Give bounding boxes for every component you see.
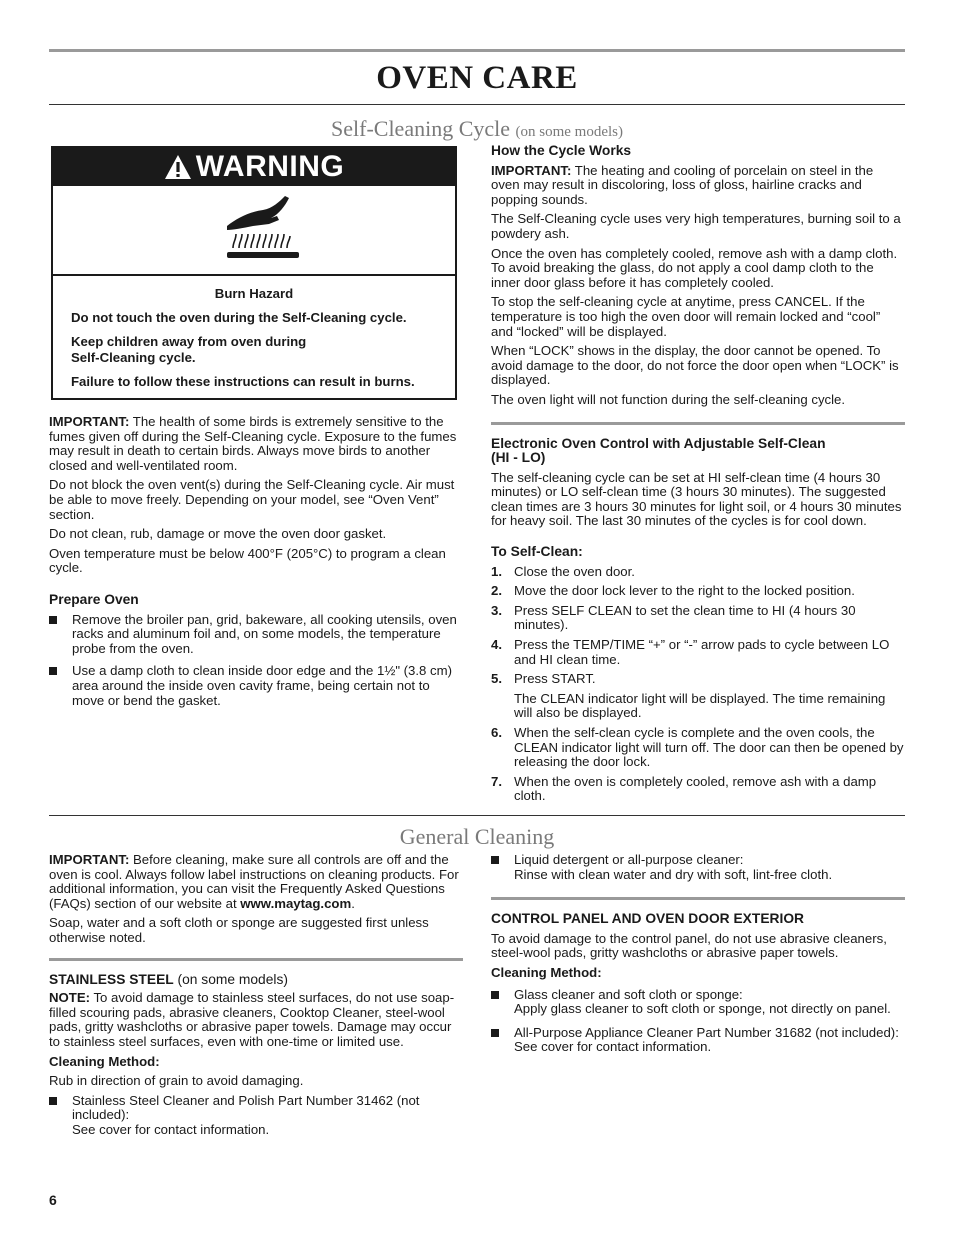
hazard-title: Burn Hazard: [214, 286, 294, 301]
list-item: 7. When the oven is completely cooled, remove ash with a damp cloth.: [491, 773, 877, 804]
burn-hazard-icon: [223, 196, 303, 264]
prepare-oven-list: [49, 613, 463, 709]
how-paragraph-3: Once the oven has completely cooled, remove ash with a damp cloth. To avoid breaking the glass, do not apply a cool damp cloth to the inner door glass before it has completely cooled.: [491, 245, 898, 290]
warning-line-3: Failure to follow these instructions can result in burns.: [71, 374, 415, 389]
list-item: Liquid detergent or all-purpose cleaner: Rinse with clean water and dry with soft, lint-free cloth.: [491, 853, 905, 882]
bullet-square-icon: [49, 1097, 57, 1105]
bullet-square-icon: [49, 616, 57, 624]
birds-important: [49, 415, 463, 473]
section-separator: [49, 958, 463, 961]
list-item: 6. When the self-clean cycle is complete and the oven cools, the CLEAN indicator light will turn off. The door can then be opened by releasing the door lock.: [491, 725, 904, 770]
bullet-square-icon: [491, 856, 499, 864]
eoc-paragraph: The self-cleaning cycle can be set at HI self-clean time (4 hours 30 minutes) or LO self-clean time (3 hours 30 minutes). The suggested clean times are 3 hours 30 minutes for light soil, or 4 hours 30 minutes for heavy soil. The last 30 minutes of the cycles is for cool down.: [491, 469, 902, 529]
how-paragraph-4: To stop the self-cleaning cycle at anytime, press CANCEL. If the temperature is too high the oven door will remain locked and “cool” and “locked” will be displayed.: [491, 294, 881, 339]
general-cleaning-left-column: [49, 853, 463, 1146]
website-link[interactable]: www.maytag.com: [240, 895, 352, 911]
list-item: 5. Press START.: [491, 671, 596, 687]
self-cleaning-heading-sub: (on some models): [515, 124, 623, 140]
how-cycle-works-heading: How the Cycle Works: [491, 143, 632, 158]
section-separator: [491, 422, 905, 425]
page-number: 6: [49, 1192, 57, 1208]
list-item: Remove the broiler pan, grid, bakeware, all cooking utensils, oven racks and aluminum foil and, on some models, the temperature probe from the oven.: [49, 613, 463, 657]
self-cleaning-right-column: [491, 144, 905, 809]
stainless-method-text: Rub in direction of grain to avoid damaging.: [49, 1073, 304, 1089]
control-panel-method-label: Cleaning Method:: [491, 964, 602, 980]
warning-text: [53, 276, 455, 390]
list-item: 3. Press SELF CLEAN to set the clean time to HI (4 hours 30 minutes).: [491, 602, 856, 633]
how-paragraph-5: When “LOCK” shows in the display, the door cannot be opened. To avoid damage to the door, do not force the door open when “LOCK” is displayed.: [491, 343, 899, 388]
warning-label: WARNING: [195, 150, 345, 183]
liquid-detergent-list: [491, 853, 905, 882]
prepare-oven-heading: Prepare Oven: [49, 591, 139, 607]
middle-rule: [49, 815, 905, 816]
burn-hazard-icon-area: [53, 186, 455, 276]
control-panel-heading: CONTROL PANEL AND OVEN DOOR EXTERIOR: [491, 911, 805, 927]
page-title: OVEN CARE: [376, 60, 578, 96]
bullet-square-icon: [491, 991, 499, 999]
general-important: IMPORTANT: Before cleaning, make sure all controls are off and the oven is cool. Always follow label instructions on cleaning products. For additional information, you can visit the Frequently Asked Questions (FAQs) section of our website at www.maytag.com.: [49, 852, 459, 911]
important-label: IMPORTANT:: [49, 414, 130, 429]
important-label: IMPORTANT:: [49, 852, 130, 867]
general-cleaning-heading: General Cleaning: [399, 824, 555, 849]
gasket-note: Do not clean, rub, damage or move the oven door gasket.: [49, 526, 387, 542]
warning-line-2: [71, 334, 437, 366]
stainless-list: [49, 1094, 463, 1138]
list-item: Use a damp cloth to clean inside door edge and the 1½" (3.8 cm) area around the inside oven cavity frame, being certain not to move or bend the gasket.: [49, 664, 463, 708]
soap-note: Soap, water and a soft cloth or sponge are suggested first unless otherwise noted.: [49, 915, 429, 945]
how-paragraph-6: The oven light will not function during the self-cleaning cycle.: [491, 391, 846, 407]
note-label: NOTE:: [49, 990, 91, 1006]
general-cleaning-right-column: [491, 853, 905, 1063]
bullet-square-icon: [491, 1029, 499, 1037]
warning-line-2a: Keep children away from oven during: [71, 334, 307, 349]
stainless-steel-heading: STAINLESS STEEL (on some models): [49, 971, 288, 987]
control-panel-list: [491, 988, 905, 1055]
stainless-note: NOTE: To avoid damage to stainless steel surfaces, do not use soap-filled scouring pads, abrasive cleaners, Cooktop Cleaner, steel-wool pads, gritty washcloths or abrasive paper towels. Damage may occur to stainless steel surfaces, even with one-time or limited use.: [49, 990, 455, 1049]
important-label: IMPORTANT:: [491, 162, 572, 178]
list-item: 4. Press the TEMP/TIME “+” or “-” arrow pads to cycle between LO and HI clean time.: [491, 637, 890, 667]
stainless-method-label: Cleaning Method:: [49, 1053, 160, 1069]
vent-note: Do not block the oven vent(s) during the Self-Cleaning cycle. Air must be able to move freely. Depending on your model, see “Oven Vent” section.: [49, 477, 455, 522]
title-rule: [49, 104, 905, 105]
warning-box: [51, 146, 457, 400]
list-item: 1. Close the oven door.: [491, 563, 635, 579]
list-item: 2. Move the door lock lever to the right to the locked position.: [491, 583, 855, 599]
section-separator: [491, 897, 905, 900]
self-cleaning-heading: [0, 116, 954, 142]
to-self-clean-heading: To Self-Clean:: [491, 544, 583, 560]
list-item: All-Purpose Appliance Cleaner Part Number 31682 (not included): See cover for contact information.: [491, 1026, 905, 1055]
self-clean-steps: [491, 565, 905, 804]
bullet-square-icon: [49, 667, 57, 675]
temperature-note: Oven temperature must be below 400°F (205°C) to program a clean cycle.: [49, 545, 446, 576]
warning-line-2b: Self-Cleaning cycle.: [71, 350, 196, 365]
eoc-heading: Electronic Oven Control with Adjustable Self-Clean (HI - LO): [491, 435, 826, 466]
warning-line-1: Do not touch the oven during the Self-Cleaning cycle.: [71, 310, 407, 325]
warning-band: [53, 148, 455, 186]
list-item: Glass cleaner and soft cloth or sponge: Apply glass cleaner to soft cloth or sponge, not directly on panel.: [491, 988, 905, 1017]
how-paragraph-2: The Self-Cleaning cycle uses very high temperatures, burning soil to a powdery ash.: [491, 211, 901, 241]
how-important: IMPORTANT: The heating and cooling of porcelain on steel in the oven may result in discoloring, loss of gloss, hairline cracks and popping sounds.: [491, 162, 874, 207]
birds-text: The health of some birds is extremely sensitive to the fumes given off during the Self-Cleaning cycle. Exposure to the fumes may result in death to certain birds. Always move birds to another closed and well-ventilated room.: [49, 414, 457, 473]
self-cleaning-left-column: [49, 415, 463, 716]
control-panel-paragraph: To avoid damage to the control panel, do not use abrasive cleaners, steel-wool pads, gritty washcloths or abrasive paper towels.: [491, 930, 887, 961]
warning-triangle-icon: [164, 154, 192, 180]
self-cleaning-heading-text: Self-Cleaning Cycle: [331, 116, 511, 141]
list-item: The CLEAN indicator light will be displayed. The time remaining will also be displayed.: [514, 690, 886, 721]
list-item: Stainless Steel Cleaner and Polish Part Number 31462 (not included): See cover for contact information.: [49, 1094, 463, 1138]
top-rule: [49, 49, 905, 52]
